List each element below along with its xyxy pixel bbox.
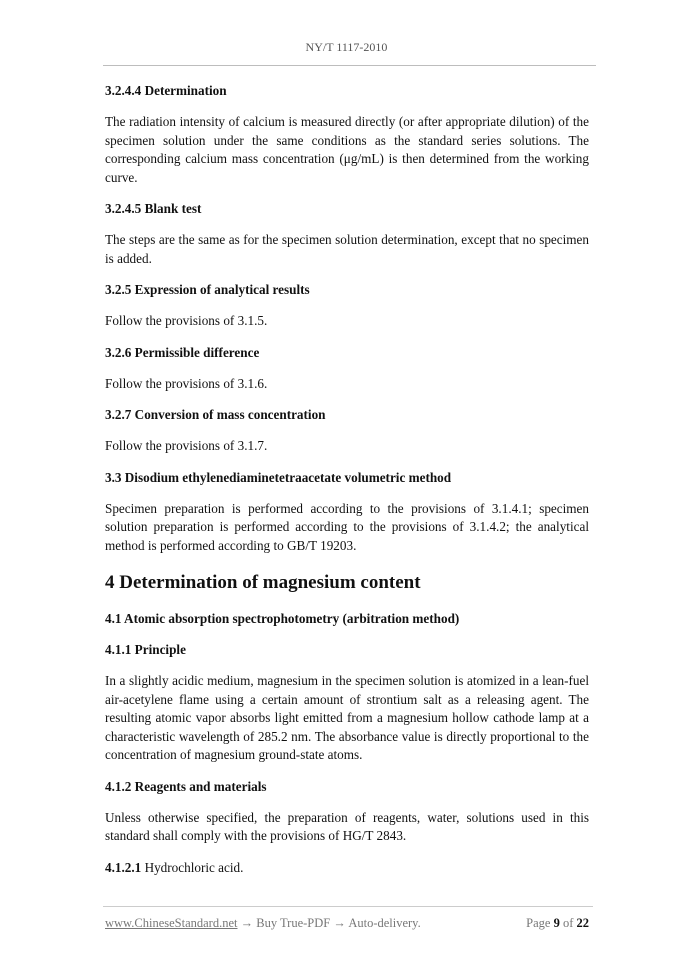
item-number: 4.1.2.1 <box>105 859 142 875</box>
paragraph-reagents: Unless otherwise specified, the preparation of reagents, water, solutions used in this standard shall comply with the provisions of HG/T 2843. <box>105 809 589 843</box>
footer-left <box>105 916 421 931</box>
paragraph-expression: Follow the provisions of 3.1.5. <box>105 313 268 328</box>
delivery-text: Auto-delivery. <box>348 916 421 930</box>
heading-3-3: 3.3 Disodium ethylenediaminetetraacetate volumetric method <box>105 469 452 485</box>
item-text: Hydrochloric acid. <box>141 859 244 875</box>
page-footer <box>105 916 589 931</box>
header-divider <box>103 65 596 66</box>
paragraph-blank-test: The steps are the same as for the specimen solution determination, except that no specimen is added. <box>105 232 589 266</box>
page-total: 22 <box>576 916 589 930</box>
heading-4-1-1: 4.1.1 Principle <box>105 642 186 657</box>
arrow-icon: → <box>333 916 346 930</box>
heading-3-2-5: 3.2.5 Expression of analytical results <box>105 282 310 297</box>
heading-3-2-7: 3.2.7 Conversion of mass concentration <box>105 407 326 422</box>
heading-3-2-4-5: 3.2.4.5 Blank test <box>105 201 202 216</box>
paragraph-conversion: Follow the provisions of 3.1.7. <box>105 438 268 453</box>
item-4-1-2-1 <box>105 859 589 878</box>
heading-4-1: 4.1 Atomic absorption spectrophotometry (arbitration method) <box>105 611 460 626</box>
page-header: NY/T 1117-2010 <box>305 40 388 54</box>
paragraph-permissible: Follow the provisions of 3.1.6. <box>105 375 268 391</box>
of-word: of <box>562 916 574 930</box>
paragraph-principle: In a slightly acidic medium, magnesium in the specimen solution is atomized in a lean-fuel air-acetylene flame using a certain amount of strontium salt as a releasing agent. The resulting atomic vapor absorbs light emitted from a magnesium hollow cathode lamp at a characteristic wavelength of 285.2 nm. The absorbance value is directly proportional to the concentration of magnesium ground-state atoms. <box>105 673 589 762</box>
site-link[interactable]: www.ChineseStandard.net <box>105 916 238 930</box>
document-body <box>105 80 589 877</box>
page-indicator <box>526 916 589 931</box>
buy-text: Buy True-PDF <box>256 916 331 930</box>
heading-4-1-2: 4.1.2 Reagents and materials <box>105 778 267 794</box>
page-current: 9 <box>553 916 560 930</box>
paragraph-determination: The radiation intensity of calcium is measured directly (or after appropriate dilution) of the specimen solution under the same conditions as the standard series solutions. The corresponding calcium mass concentration (μg/mL) is then determined from the working curve. <box>105 114 589 185</box>
paragraph-edta-method: Specimen preparation is performed according to the provisions of 3.1.4.1; specimen solution preparation is performed according to the provisions of 3.1.4.2; the analytical method is performed according to GB/T 19203. <box>105 500 589 553</box>
heading-3-2-6: 3.2.6 Permissible difference <box>105 344 260 360</box>
heading-3-2-4-4: 3.2.4.4 Determination <box>105 83 227 98</box>
heading-section-4: 4 Determination of magnesium content <box>105 572 421 593</box>
page-word: Page <box>526 916 551 930</box>
arrow-icon: → <box>240 916 254 930</box>
footer-divider <box>103 906 593 907</box>
